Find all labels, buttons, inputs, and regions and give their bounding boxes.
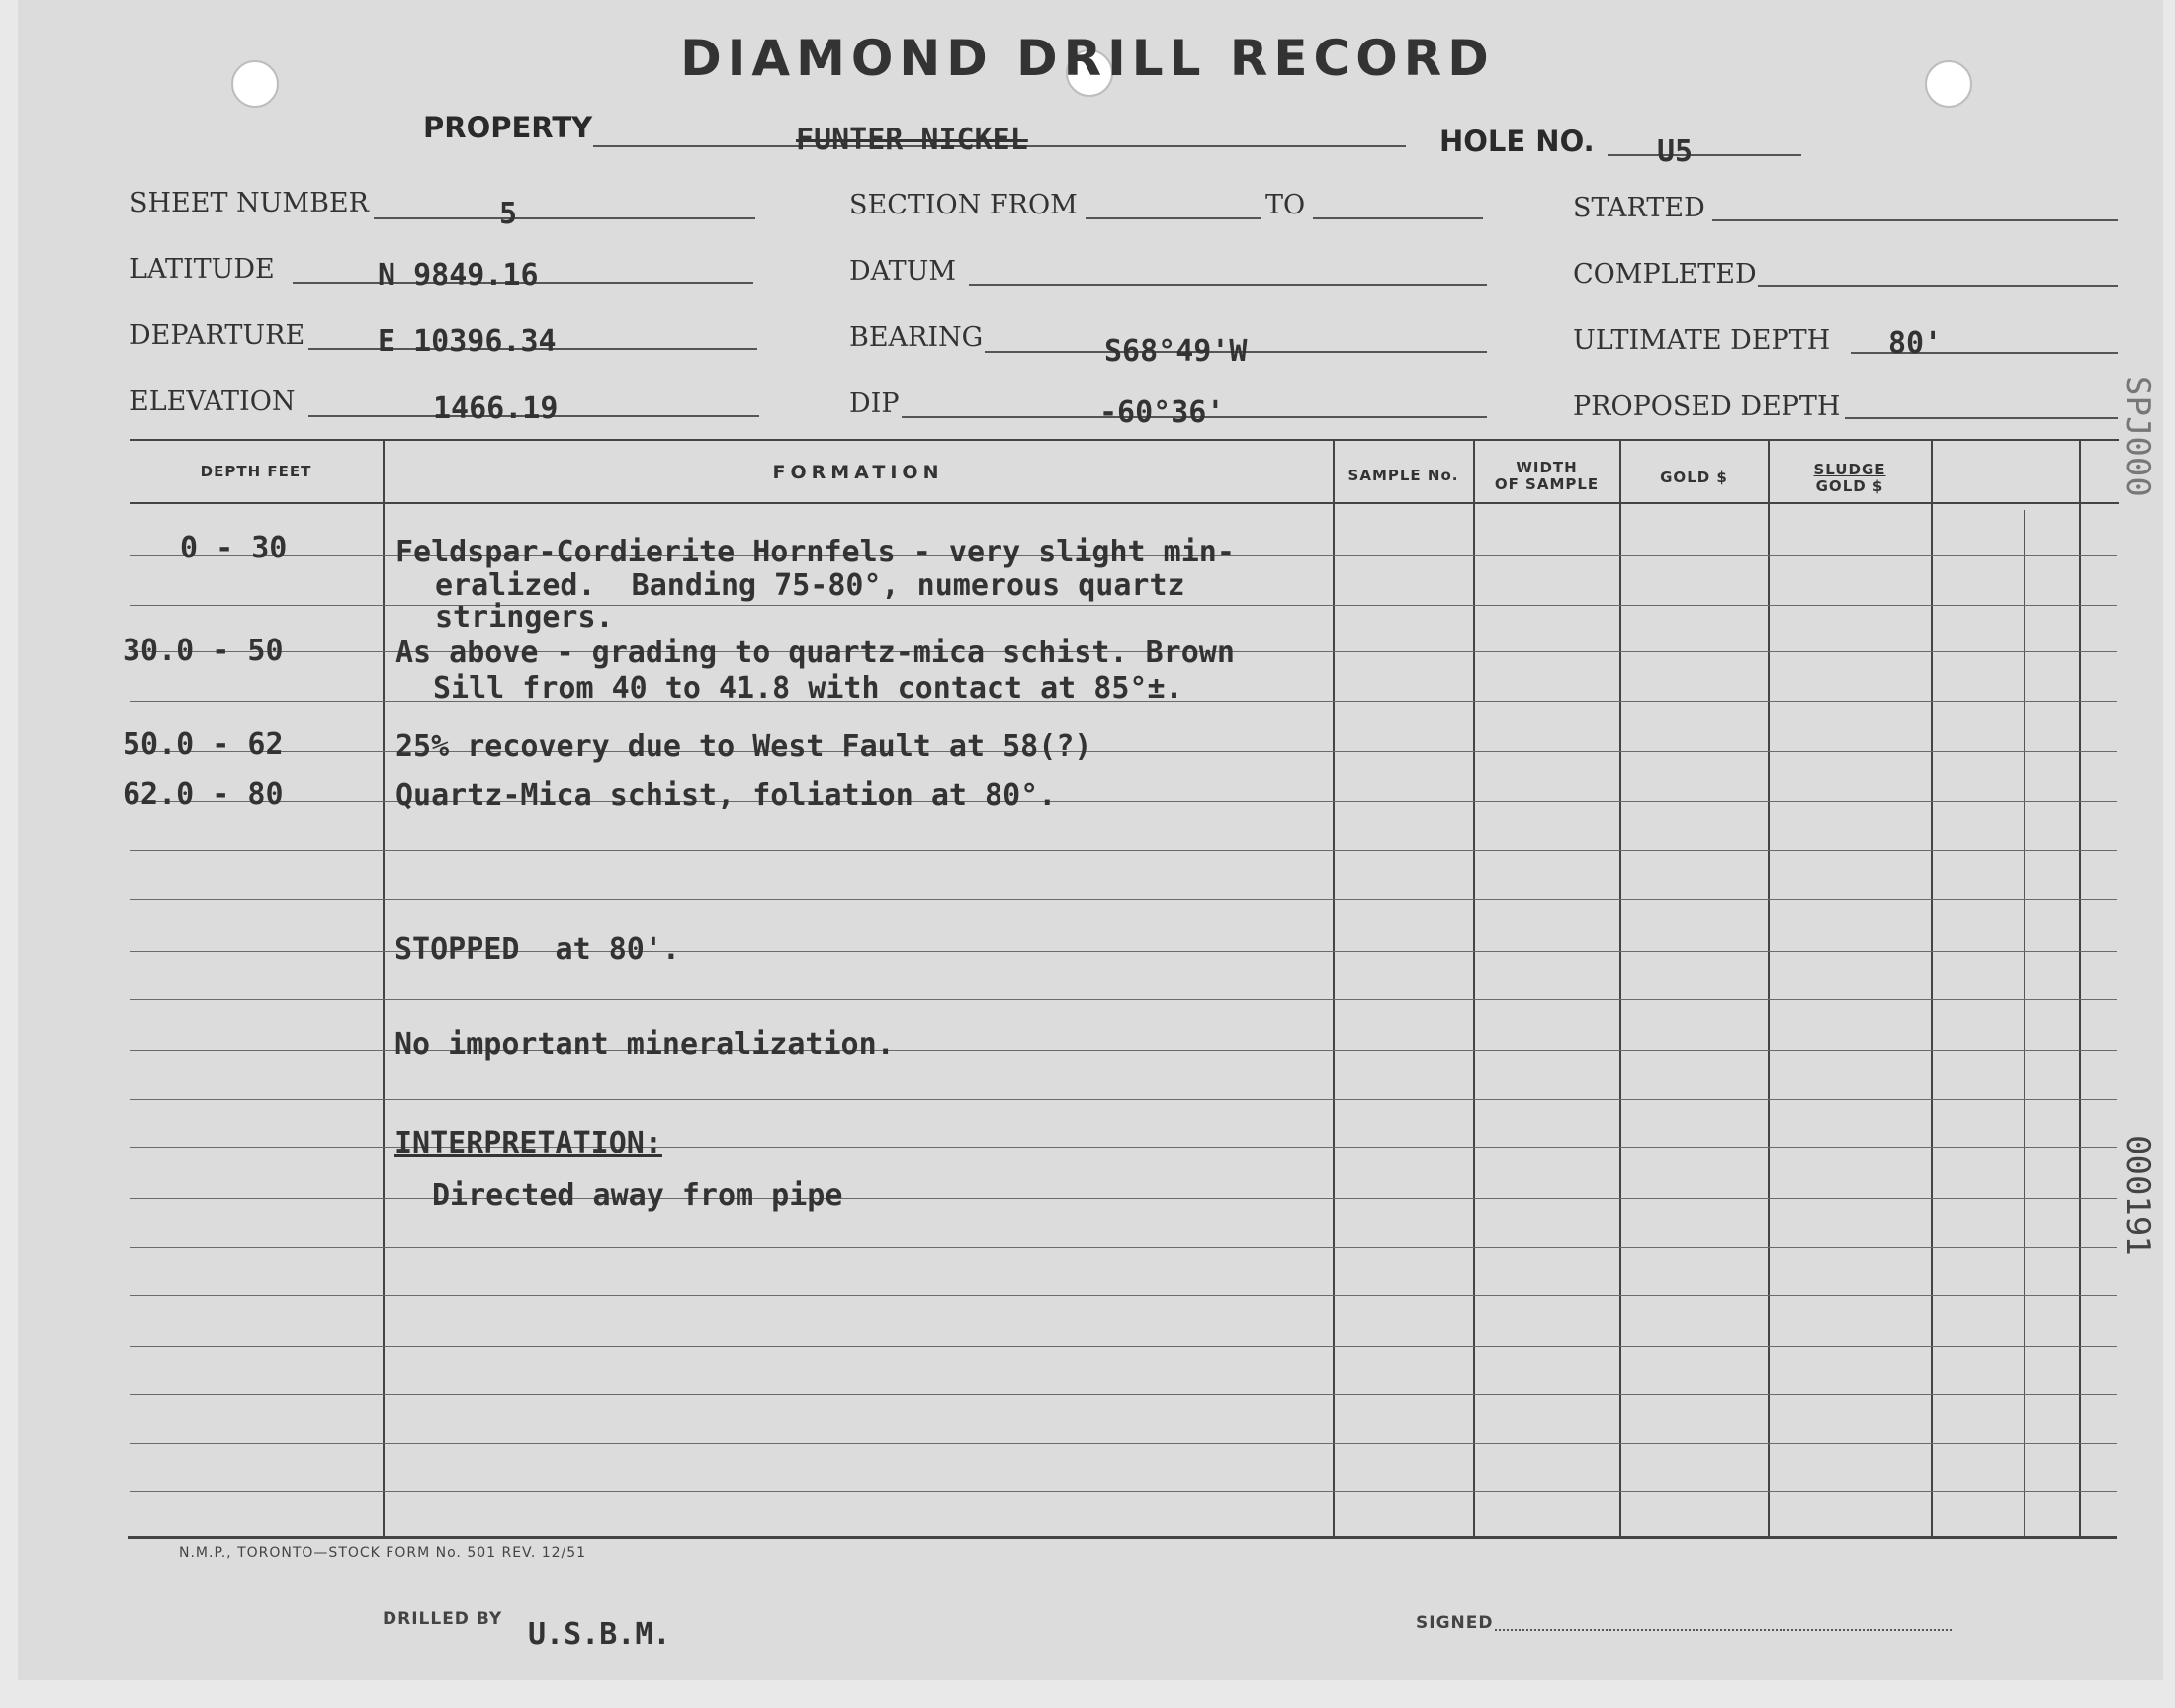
ruled-line xyxy=(130,999,2117,1000)
section-from-underline xyxy=(1086,217,1262,219)
col-header-gold: GOLD $ xyxy=(1660,469,1728,486)
log-line-2-0: 25% recovery due to West Fault at 58(?) xyxy=(395,729,1092,764)
log-line-0-1: eralized. Banding 75-80°, numerous quartz xyxy=(435,568,1185,603)
ruled-line xyxy=(130,1247,2117,1248)
ultimate-depth-label: ULTIMATE DEPTH xyxy=(1573,325,1831,356)
datum-label: DATUM xyxy=(849,256,957,287)
to-label: TO xyxy=(1265,190,1306,220)
departure-value: E 10396.34 xyxy=(378,324,557,359)
signed-underline xyxy=(1495,1629,1952,1631)
ruled-line xyxy=(130,1099,2117,1100)
ruled-line xyxy=(130,1443,2117,1444)
table-top-border xyxy=(130,439,2119,441)
sheet-number-label: SHEET NUMBER xyxy=(130,188,369,218)
sheet-number-value: 5 xyxy=(499,197,518,231)
ultimate-depth-value: 80' xyxy=(1888,326,1943,361)
interpretation-text: Directed away from pipe xyxy=(432,1178,843,1213)
col-header-depth-feet: DEPTH FEET xyxy=(200,463,312,480)
ruled-line xyxy=(130,1491,2117,1492)
hole-no-label: HOLE NO. xyxy=(1439,125,1595,158)
col-divider-extra xyxy=(2024,510,2025,1536)
side-number-top: SPJ000 xyxy=(2118,376,2157,497)
col-header-sample-no: SAMPLE No. xyxy=(1348,467,1459,484)
log-line-1-1: Sill from 40 to 41.8 with contact at 85°±. xyxy=(433,671,1183,706)
ruled-line xyxy=(130,1394,2117,1395)
section-to-underline xyxy=(1313,217,1483,219)
table-header-bottom-border xyxy=(130,502,2119,504)
latitude-value: N 9849.16 xyxy=(378,258,539,293)
log-depth-0: 0 - 30 xyxy=(180,531,288,565)
log-line-3-0: Quartz-Mica schist, foliation at 80°. xyxy=(395,778,1057,812)
stopped-note: STOPPED at 80'. xyxy=(394,932,680,967)
col-header-formation: FORMATION xyxy=(772,462,944,483)
dip-label: DIP xyxy=(849,388,900,419)
bearing-label: BEARING xyxy=(849,322,984,353)
ruled-line xyxy=(130,1295,2117,1296)
departure-label: DEPARTURE xyxy=(130,320,305,351)
section-from-label: SECTION FROM xyxy=(849,190,1078,220)
completed-underline xyxy=(1758,285,2118,287)
log-line-0-2: stringers. xyxy=(435,600,614,635)
col-divider-depth xyxy=(383,439,385,1536)
log-line-1-0: As above - grading to quartz-mica schist. Brown xyxy=(395,636,1235,670)
log-line-0-0: Feldspar-Cordierite Hornfels - very slight min- xyxy=(395,535,1235,569)
property-label: PROPERTY xyxy=(423,111,593,144)
started-label: STARTED xyxy=(1573,193,1705,223)
form-title: DIAMOND DRILL RECORD xyxy=(680,30,1495,87)
table-bottom-border xyxy=(128,1536,2117,1539)
property-value: FUNTER NICKEL xyxy=(796,123,1028,157)
proposed-depth-label: PROPOSED DEPTH xyxy=(1573,391,1841,422)
ruled-line xyxy=(130,850,2117,851)
completed-label: COMPLETED xyxy=(1573,259,1757,290)
ruled-line xyxy=(130,1198,2117,1199)
col-header-width-line1: WIDTH xyxy=(1516,459,1578,476)
elevation-label: ELEVATION xyxy=(130,386,296,417)
started-underline xyxy=(1712,219,2118,221)
side-number-bottom: 000191 xyxy=(2118,1135,2157,1256)
signed-label: SIGNED xyxy=(1416,1613,1494,1633)
col-header-width-line2: OF SAMPLE xyxy=(1494,475,1600,493)
log-depth-2: 50.0 - 62 xyxy=(123,727,284,762)
bearing-value: S68°49'W xyxy=(1104,334,1248,369)
record-sheet xyxy=(18,0,2163,1680)
form-number: N.M.P., TORONTO—STOCK FORM No. 501 REV. 12/51 xyxy=(179,1545,587,1561)
dip-value: -60°36' xyxy=(1099,395,1225,430)
ruled-line xyxy=(130,899,2117,900)
elevation-value: 1466.19 xyxy=(433,391,559,426)
interpretation-heading: INTERPRETATION: xyxy=(394,1126,662,1160)
proposed-depth-underline xyxy=(1845,417,2118,419)
log-depth-3: 62.0 - 80 xyxy=(123,777,284,811)
mineralization-note: No important mineralization. xyxy=(394,1027,895,1062)
hole-no-value: U5 xyxy=(1657,134,1694,169)
hole-no-underline xyxy=(1608,154,1801,156)
col-header-sludge-line2: GOLD $ xyxy=(1815,477,1884,495)
drilled-by-label: DRILLED BY xyxy=(383,1609,503,1629)
log-depth-1: 30.0 - 50 xyxy=(123,634,284,668)
drilled-by-value: U.S.B.M. xyxy=(528,1617,671,1652)
col-header-sludge-line1: SLUDGE xyxy=(1813,461,1886,478)
datum-underline xyxy=(969,284,1487,286)
sheet-number-underline xyxy=(374,217,755,219)
ruled-line xyxy=(130,605,2117,606)
latitude-label: LATITUDE xyxy=(130,254,275,285)
ruled-line xyxy=(130,1346,2117,1347)
